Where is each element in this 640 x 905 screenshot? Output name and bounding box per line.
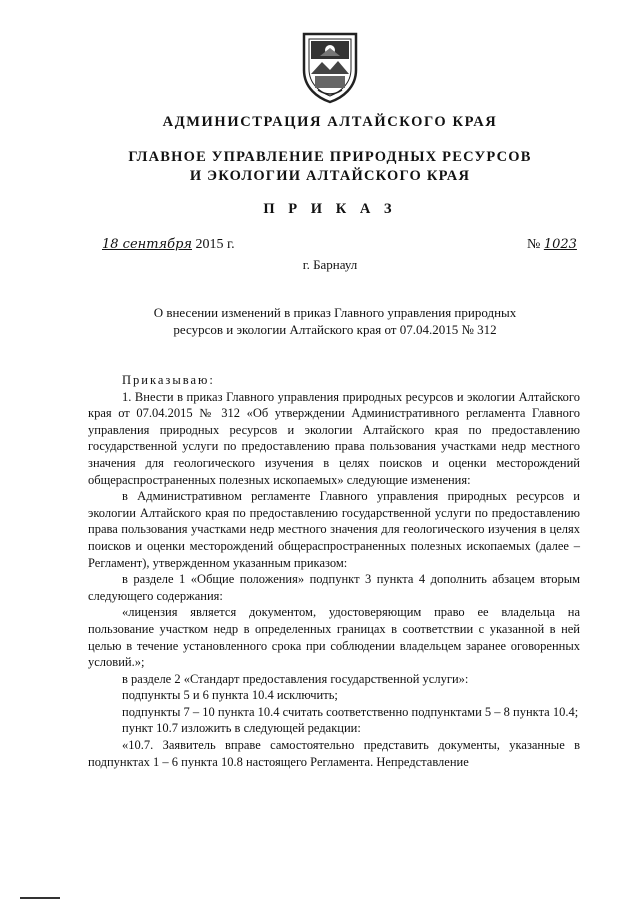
order-subject	[130, 304, 540, 338]
coat-of-arms-icon	[298, 30, 362, 104]
paragraph-7: подпункты 7 – 10 пункта 10.4 считать соответственно подпунктами 5 – 8 пункта 10.4;	[122, 704, 579, 719]
order-word: Приказываю:	[122, 373, 215, 387]
order-year: 2015 г.	[195, 237, 235, 252]
paragraph-3: в разделе 1 «Общие положения» подпункт 3 пункта 4 дополнить абзацем вторым следующего содержания:	[88, 572, 580, 603]
administration-title: АДМИНИСТРАЦИЯ АЛТАЙСКОГО КРАЯ	[162, 114, 498, 130]
paragraph-5: в разделе 2 «Стандарт предоставления государственной услуги»:	[122, 671, 469, 686]
paragraph-1: 1. Внести в приказ Главного управления природных ресурсов и экологии Алтайского края от 07.04.2015 № 312 «Об утверждении Административного регламента Главного управления природных ресурсов и экологии Алтайского края по предоставлению государственной услуги по предоставлению права пользования участками недр местного значения для геологического изучения в целях поисков и оценки месторождений общераспространенных полезных ископаемых» следующие изменения:	[88, 389, 580, 487]
order-date	[102, 237, 235, 253]
paragraph-6: подпункты 5 и 6 пункта 10.4 исключить;	[122, 688, 338, 703]
order-body	[88, 372, 580, 770]
paragraph-9: «10.7. Заявитель вправе самостоятельно представить документы, указанные в подпунктах 1 – 6 пункта 10.8 настоящего Регламента. Непредставление	[88, 738, 580, 769]
subject-line2: ресурсов и экологии Алтайского края от 07.04.2015 № 312	[173, 322, 497, 337]
document-type: П Р И К А З	[263, 201, 397, 217]
city: г. Барнаул	[302, 257, 358, 272]
footer-line	[20, 897, 60, 899]
number-label: №	[527, 237, 541, 252]
handwritten-date: 18 сентября	[102, 237, 193, 252]
paragraph-2: в Административном регламенте Главного управления природных ресурсов и экологии Алтайского края по предоставлению государственной услуги по предоставлению права пользования участками недр местного значения для геологического изучения в целях поисков и оценки месторождений общераспространенных полезных ископаемых (далее – Регламент), утвержденном указанным приказом:	[88, 489, 580, 570]
department-title-line2: И ЭКОЛОГИИ АЛТАЙСКОГО КРАЯ	[189, 168, 471, 184]
paragraph-4: «лицензия является документом, удостоверяющим право ее владельца на пользование участком недр в определенных границах в соответствии с указанной в ней целью в течение установленного срока при соблюдении владельцем заранее оговоренных условий.»;	[88, 605, 580, 670]
handwritten-number: 1023	[543, 237, 577, 252]
department-title	[60, 148, 600, 186]
department-title-line1: ГЛАВНОЕ УПРАВЛЕНИЕ ПРИРОДНЫХ РЕСУРСОВ	[128, 149, 532, 165]
paragraph-8: пункт 10.7 изложить в следующей редакции:	[122, 721, 361, 736]
order-number	[527, 237, 577, 253]
subject-line1: О внесении изменений в приказ Главного управления природных	[153, 305, 517, 320]
